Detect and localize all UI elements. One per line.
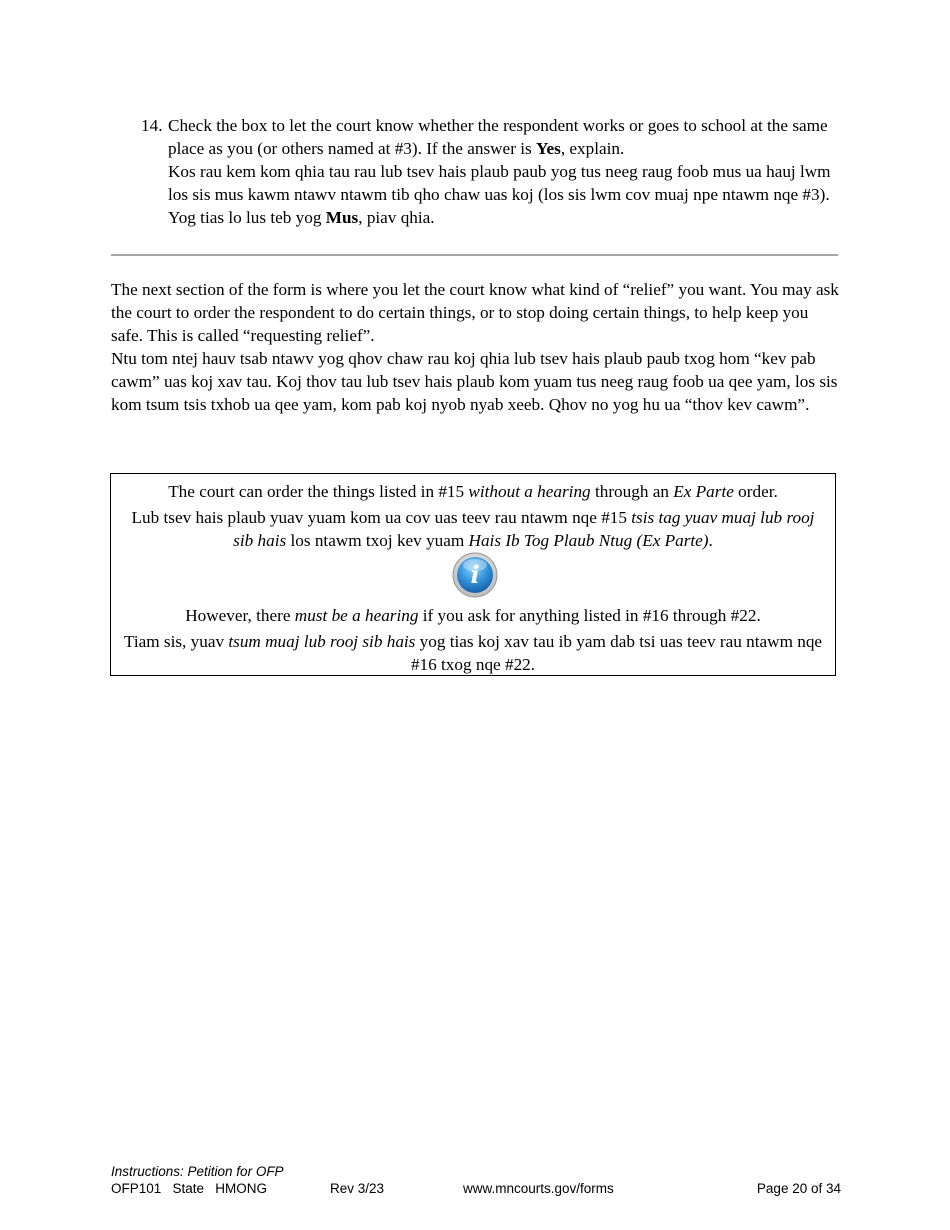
page-footer [111, 1163, 841, 1197]
info-text: However, there [185, 606, 295, 625]
info-icon [452, 552, 498, 598]
info-italic: tsis tag yuav muaj lub rooj sib hais [233, 508, 815, 550]
footer-form-id: OFP101 State HMONG [111, 1181, 268, 1196]
footer-revision: Rev 3/23 [330, 1181, 385, 1196]
info-line-hmong-1 [125, 506, 821, 552]
hearing-info-box [110, 473, 836, 676]
item-number: 14. [141, 116, 163, 135]
relief-intro-hmong: Ntu tom ntej hauv tsab ntawv yog qhov chaw rau koj qhia lub tsev hais plaub paub txog hom “kev pab cawm” uas koj xav tau. Koj thov tau lub tsev hais plaub kom yuam tus neeg raug foob ua qee yam, los sis kom tsum tsis txhob ua qee yam, kom pab koj nyob nyab xeeb. Qhov no yog hu ua “thov kev cawm”. [111, 349, 838, 414]
footer-row [111, 1180, 841, 1197]
info-text: Tiam sis, yuav [123, 632, 229, 651]
item-14-english-text: Check the box to let the court know whether the respondent works or goes to school at the same place as you (or others named at #3). If the answer is [168, 116, 828, 158]
info-italic: Hais Ib Tog Plaub Ntug (Ex Parte) [468, 531, 709, 550]
info-line-english-2 [111, 604, 835, 627]
info-text: yog tias koj xav tau ib yam dab tsi uas teev rau ntawm nqe #16 txog nqe #22. [410, 632, 823, 674]
info-text: Lub tsev hais plaub yuav yuam kom ua cov uas teev rau ntawm nqe #15 [131, 508, 632, 527]
info-line-english-1 [111, 480, 835, 503]
item-14-hmong [168, 160, 841, 229]
item-14-hmong-text: Kos rau kem kom qhia tau rau lub tsev hais plaub paub yog tus neeg raug foob mus ua hauj lwm los sis mus kawm ntawv ntawm tib qho chaw uas koj (los sis lwm cov muaj npe ntawm nqe #3). Yog tias lo lus teb yog [168, 162, 831, 227]
info-text: order. [733, 482, 778, 501]
info-text: through an [590, 482, 674, 501]
info-text: los ntawm txoj kev yuam [286, 531, 469, 550]
info-italic: must be a hearing [294, 606, 419, 625]
footer-page-number: Page 20 of 34 [756, 1181, 841, 1196]
info-italic: Ex Parte [673, 482, 734, 501]
info-line-hmong-2 [117, 630, 829, 676]
footer-doc-title: Instructions: Petition for OFP [111, 1164, 284, 1179]
section-divider [111, 254, 838, 256]
info-text: The court can order the things listed in #15 [168, 482, 469, 501]
item-14-english-bold: Yes [535, 139, 561, 158]
item-14-hmong-text-end: , piav qhia. [358, 208, 435, 227]
item-14-english [168, 114, 841, 160]
item-14-english-text-end: , explain. [560, 139, 625, 158]
relief-intro-english: The next section of the form is where you let the court know what kind of “relief” you want. You may ask the court to order the respondent to do certain things, or to stop doing certain things, to help keep you safe. This is called “requesting relief”. [111, 280, 839, 345]
info-text: . [708, 531, 713, 550]
item-14-hmong-bold: Mus [325, 208, 359, 227]
info-text: if you ask for anything listed in #16 through #22. [418, 606, 761, 625]
info-icon-glyph: i [470, 560, 480, 589]
info-italic: tsum muaj lub rooj sib hais [228, 632, 416, 651]
footer-url[interactable]: www.mncourts.gov/forms [463, 1181, 614, 1196]
relief-intro [111, 278, 843, 416]
item-14 [141, 114, 841, 229]
info-italic: without a hearing [468, 482, 591, 501]
item-14-body [168, 114, 841, 229]
